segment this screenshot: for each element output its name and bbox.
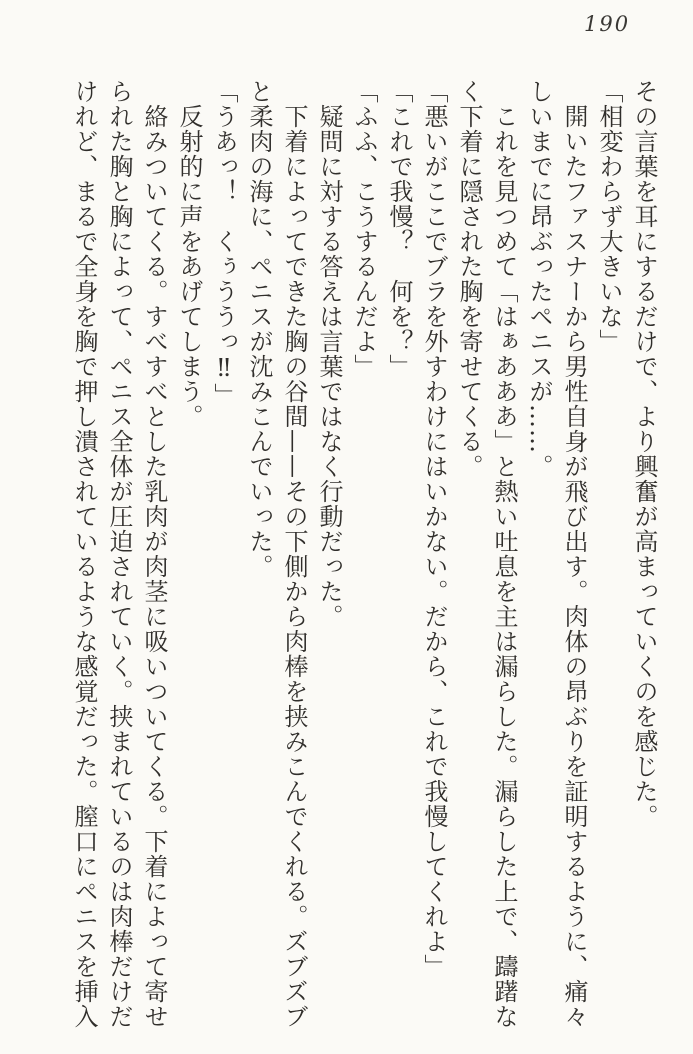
text-line: しいまでに昂ぶったペニスが……。 bbox=[525, 79, 553, 479]
text-line: その言葉を耳にするだけで、より興奮が高まっていくのを感じた。 bbox=[630, 79, 658, 829]
text-line: く下着に隠された胸を寄せてくる。 bbox=[455, 79, 483, 479]
text-line: 「うあっ！ くぅううっ‼」 bbox=[210, 79, 238, 408]
text-line: と柔肉の海に、ペニスが沈みこんでいった。 bbox=[245, 79, 273, 579]
text-line: 絡みついてくる。すべすべとした乳肉が肉茎に吸いついてくる。下着によって寄せ bbox=[140, 79, 168, 1029]
text-line: 「ふふ、こうするんだよ」 bbox=[350, 79, 378, 379]
text-line: 下着によってできた胸の谷間——その下側から肉棒を挟みこんでくれる。ズブズブ bbox=[280, 79, 308, 1029]
text-line: 疑問に対する答えは言葉ではなく行動だった。 bbox=[315, 79, 343, 629]
text-line: これを見つめて「はぁあああ」と熱い吐息を主は漏らした。漏らした上で、躊躇な bbox=[490, 79, 518, 1029]
text-line: 開いたファスナーから男性自身が飛び出す。肉体の昂ぶりを証明するように、痛々 bbox=[560, 79, 588, 1029]
page-text-block bbox=[61, 79, 661, 1054]
text-line: られた胸と胸によって、ペニス全体が圧迫されていく。挟まれているのは肉棒だけだ bbox=[105, 79, 133, 1029]
text-line: 「悪いがここでブラを外すわけにはいかない。だから、これで我慢してくれよ」 bbox=[420, 79, 448, 979]
text-line: 反射的に声をあげてしまう。 bbox=[175, 79, 203, 429]
text-line: 「これで我慢？ 何を？」 bbox=[385, 79, 413, 379]
page-number: 190 bbox=[584, 12, 631, 36]
text-line: けれど、まるで全身を胸で押し潰されているような感覚だった。膣口にペニスを挿入 bbox=[70, 79, 98, 1029]
text-line: 「相変わらず大きいな」 bbox=[595, 79, 623, 354]
